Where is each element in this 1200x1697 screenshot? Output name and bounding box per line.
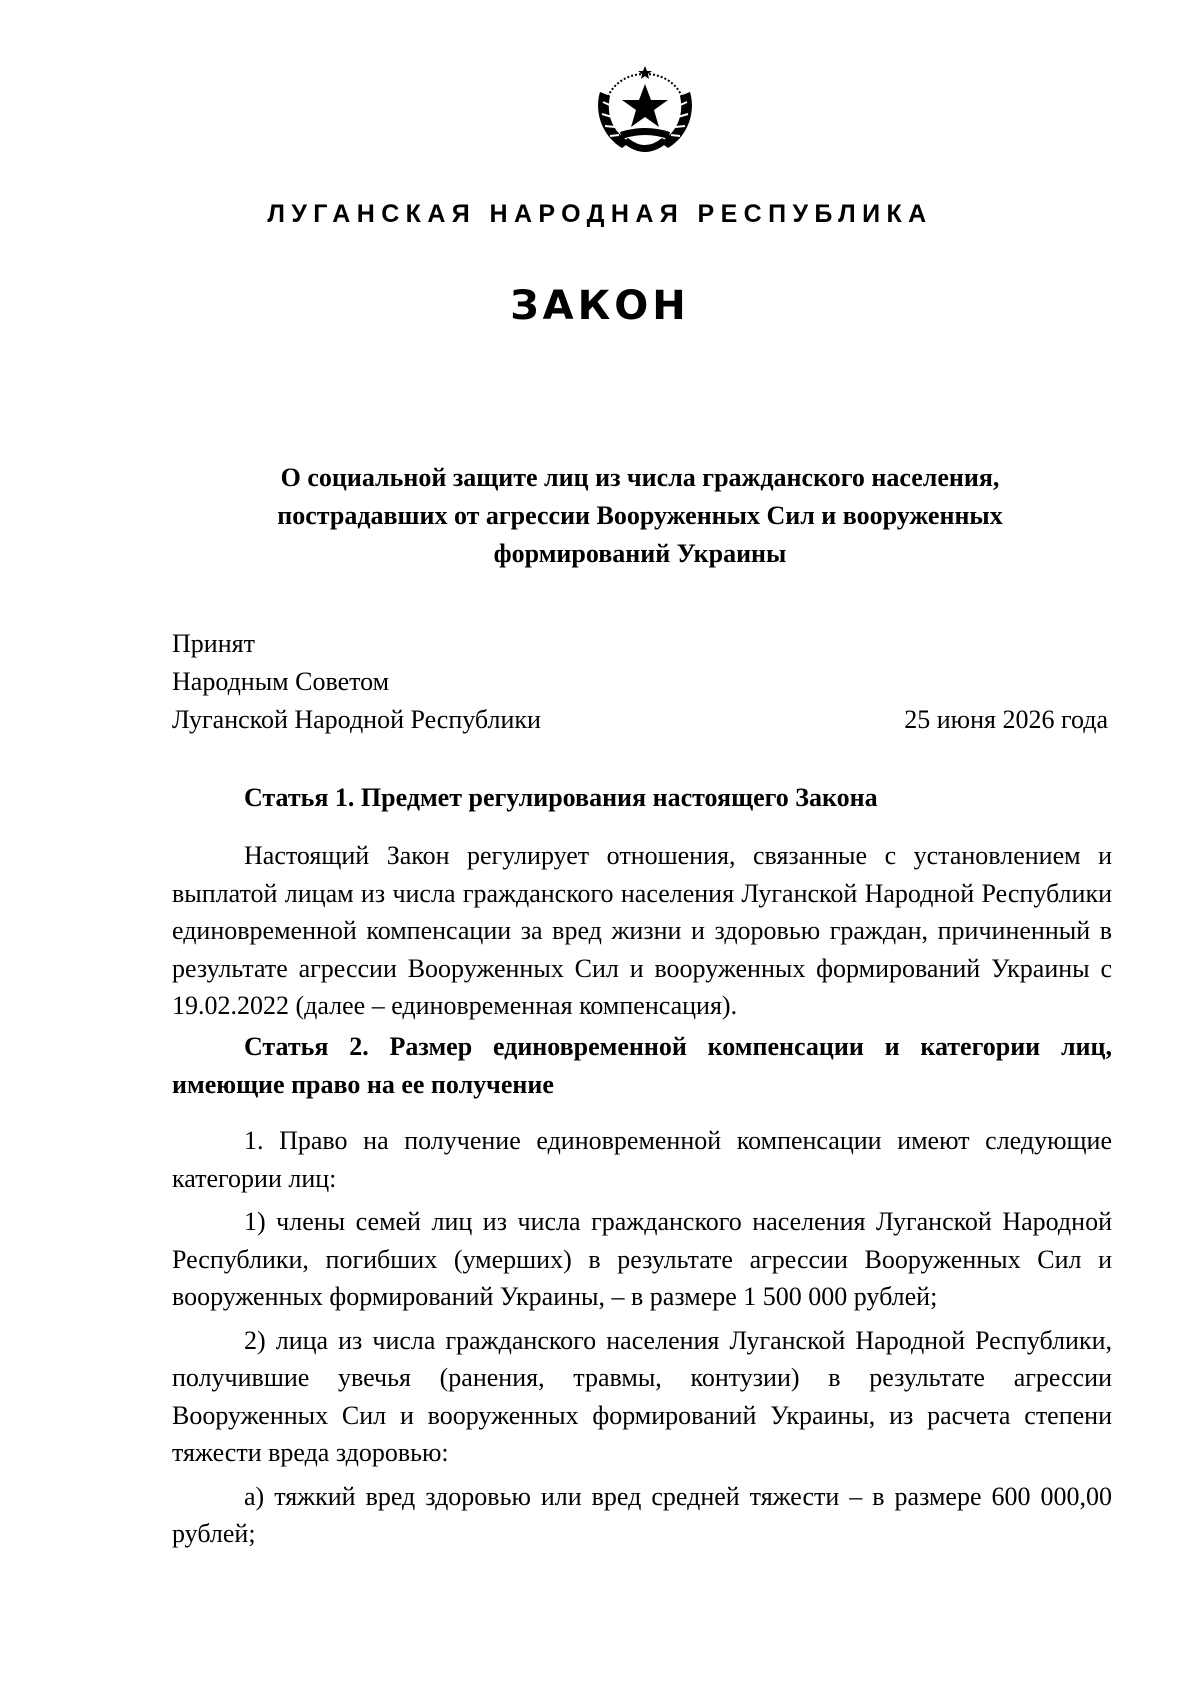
document-type: ЗАКОН (510, 283, 690, 329)
law-title (170, 459, 1110, 573)
law-title-line: формирований Украины (493, 539, 787, 568)
article-paragraph: Настоящий Закон регулирует отношения, связанные с установлением и выплатой лицам из числа гражданского населения Луганской Народной Республики единовременной компенсации за вред жизни и здоровью граждан, причиненный в результате агрессии Вооруженных Сил и вооруженных формирований Украины с 19.02.2022 (далее – единовременная компенсация). (172, 841, 1112, 1020)
adoption-line: Принят (172, 629, 255, 658)
article-heading: Статья 2. Размер единовременной компенсации и категории лиц, имеющие право на ее получение (172, 1032, 1112, 1099)
article-1 (172, 779, 1112, 817)
republic-name: ЛУГАНСКАЯ НАРОДНАЯ РЕСПУБЛИКА (267, 200, 933, 228)
law-title-line: О социальной защите лиц из числа гражданского населения, (280, 463, 1000, 492)
adoption-line: Народным Советом (172, 667, 390, 696)
article-2 (172, 1028, 1112, 1103)
lpr-coat-of-arms-icon (590, 62, 700, 162)
article-2-text-block (172, 1122, 1112, 1553)
law-title-line: пострадавших от агрессии Вооруженных Сил и вооруженных (277, 501, 1003, 530)
list-item: а) тяжкий вред здоровью или вред средней тяжести – в размере 600 000,00 рублей; (172, 1481, 1112, 1548)
article-1-text-block (172, 837, 1112, 1025)
adoption-block (172, 625, 1112, 739)
list-item: 1) члены семей лиц из числа гражданского населения Луганской Народной Республики, погибших (умерших) в результате агрессии Вооруженных Сил и вооруженных формирований Украины, – в размере 1 500 000 рублей; (172, 1207, 1112, 1311)
list-item: 2) лица из числа гражданского населения Луганской Народной Республики, получившие увечья (ранения, травмы, контузии) в результате агрессии Вооруженных Сил и вооруженных формирований Украины, из расчета степени тяжести вреда здоровью: (172, 1325, 1112, 1467)
adoption-date: 25 июня 2026 года (904, 705, 1108, 734)
article-heading: Статья 1. Предмет регулирования настоящего Закона (244, 783, 878, 812)
article-paragraph: 1. Право на получение единовременной компенсации имеют следующие категории лиц: (172, 1126, 1112, 1193)
adoption-line: Луганской Народной Республики (172, 705, 541, 734)
